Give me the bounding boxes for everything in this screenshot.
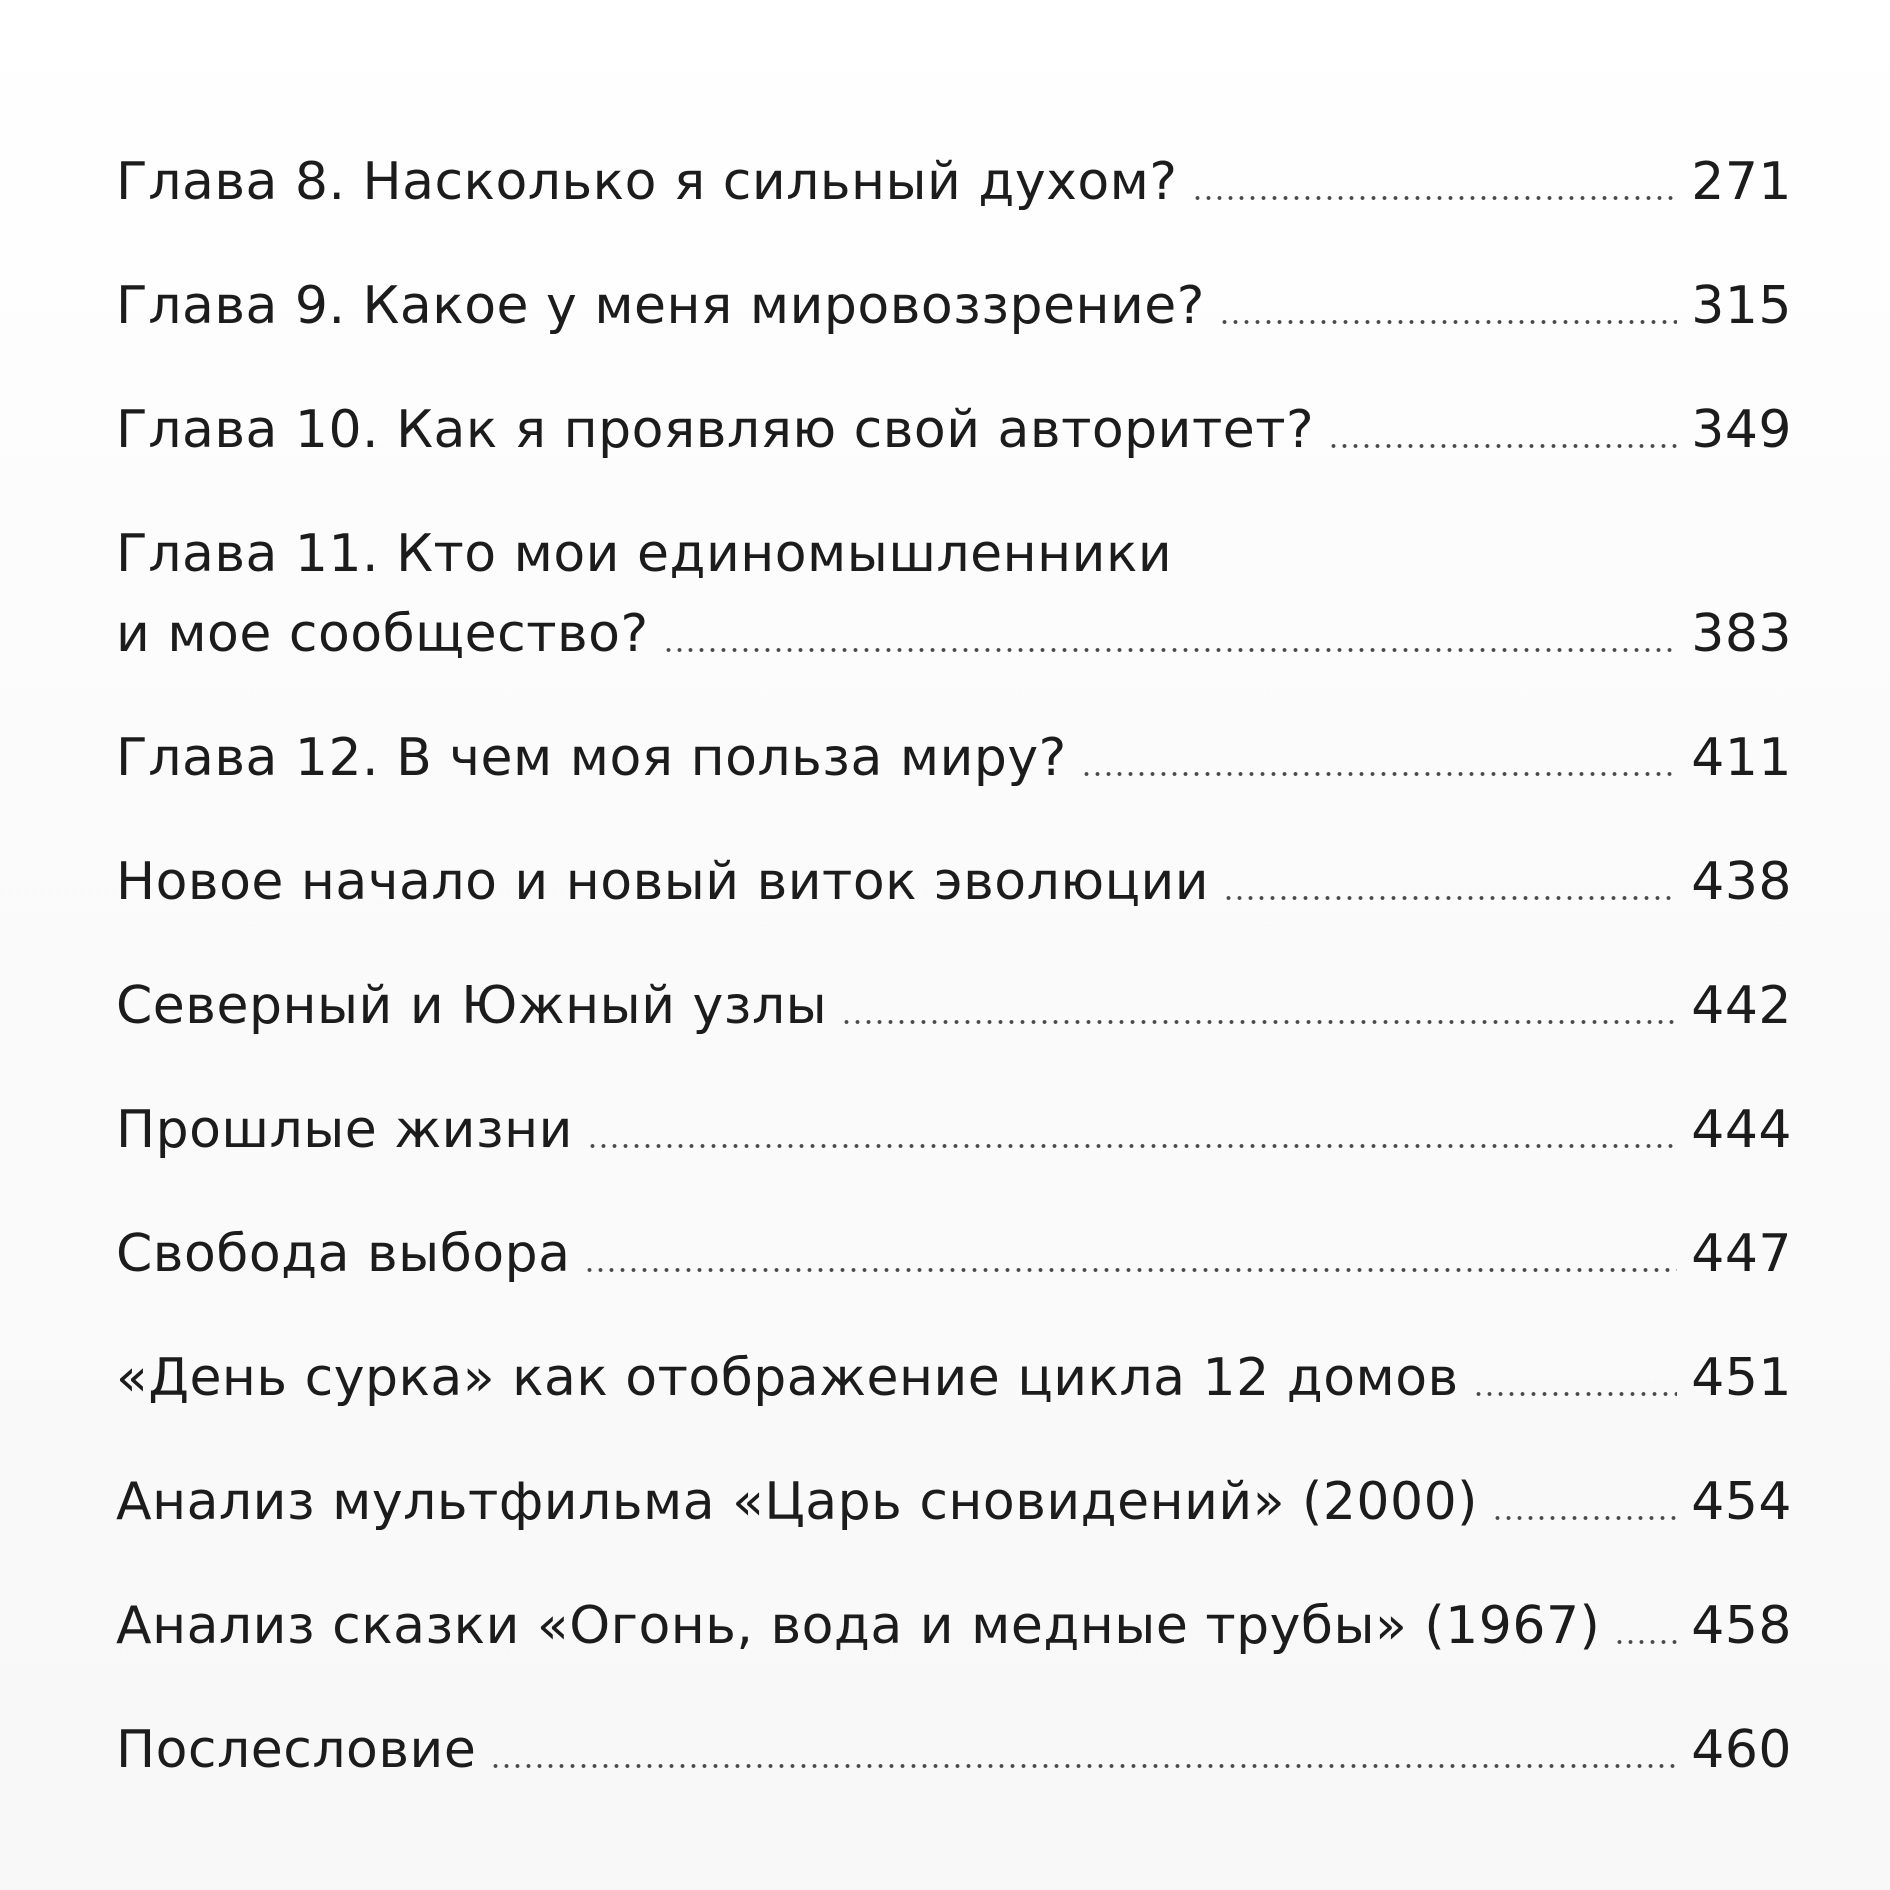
toc-entry-new-beginning bbox=[116, 850, 1792, 974]
toc-page-number: 444 bbox=[1691, 1100, 1792, 1160]
toc-entry-title: Новое начало и новый виток эволюции bbox=[116, 852, 1210, 912]
toc-page-number: 383 bbox=[1691, 604, 1792, 664]
dot-leader bbox=[1492, 1516, 1677, 1520]
toc-page-number: 454 bbox=[1691, 1472, 1792, 1532]
toc-entry-free-will bbox=[116, 1222, 1792, 1346]
toc-entry-cartoon-analysis bbox=[116, 1470, 1792, 1594]
dot-leader bbox=[1473, 1392, 1678, 1396]
toc-entry-nodes bbox=[116, 974, 1792, 1098]
toc-entry-title: Анализ мультфильма «Царь сновидений» (2000) bbox=[116, 1472, 1478, 1532]
dot-leader bbox=[1219, 320, 1677, 324]
toc-entry-title: Свобода выбора bbox=[116, 1224, 571, 1284]
toc-page-number: 271 bbox=[1691, 152, 1792, 212]
toc-page-number: 447 bbox=[1691, 1224, 1792, 1284]
toc-page-number: 438 bbox=[1691, 852, 1792, 912]
toc-page-number: 411 bbox=[1691, 728, 1792, 788]
toc-entry-chapter-8 bbox=[116, 150, 1792, 274]
toc-entry-title: Глава 12. В чем моя польза миру? bbox=[116, 728, 1067, 788]
toc-entry-title: Анализ сказки «Огонь, вода и медные трубы» (1967) bbox=[116, 1596, 1601, 1656]
toc-entry-title-line2: и мое сообщество? bbox=[116, 604, 649, 664]
toc-entry-chapter-12 bbox=[116, 726, 1792, 850]
toc-entry-afterword bbox=[116, 1718, 1792, 1842]
toc-entry-title: Послесловие bbox=[116, 1720, 477, 1780]
dot-leader bbox=[584, 1268, 1677, 1272]
toc-page-number: 315 bbox=[1691, 276, 1792, 336]
dot-leader bbox=[1081, 772, 1677, 776]
toc-page-number: 349 bbox=[1691, 400, 1792, 460]
toc-entry-title-line1: Глава 11. Кто мои единомышленники bbox=[116, 524, 1173, 584]
dot-leader bbox=[663, 648, 1678, 652]
dot-leader bbox=[841, 1020, 1677, 1024]
toc-entry-title: Северный и Южный узлы bbox=[116, 976, 828, 1036]
toc-entry-chapter-11 bbox=[116, 522, 1792, 726]
dot-leader bbox=[490, 1764, 1677, 1768]
dot-leader bbox=[1223, 896, 1677, 900]
toc-entry-chapter-10 bbox=[116, 398, 1792, 522]
toc-entry-title: Прошлые жизни bbox=[116, 1100, 573, 1160]
toc-entry-title: Глава 8. Насколько я сильный духом? bbox=[116, 152, 1178, 212]
toc-entry-title: Глава 10. Как я проявляю свой авторитет? bbox=[116, 400, 1315, 460]
toc-page-number: 460 bbox=[1691, 1720, 1792, 1780]
toc-entry-title: Глава 9. Какое у меня мировоззрение? bbox=[116, 276, 1205, 336]
toc-entry-past-lives bbox=[116, 1098, 1792, 1222]
toc-entry-chapter-9 bbox=[116, 274, 1792, 398]
dot-leader bbox=[1192, 196, 1678, 200]
toc-entry-fairytale-analysis bbox=[116, 1594, 1792, 1718]
table-of-contents bbox=[116, 150, 1792, 1842]
dot-leader bbox=[1614, 1640, 1677, 1644]
toc-page-number: 442 bbox=[1691, 976, 1792, 1036]
dot-leader bbox=[587, 1144, 1677, 1148]
toc-page-number: 458 bbox=[1691, 1596, 1792, 1656]
toc-page-number: 451 bbox=[1691, 1348, 1792, 1408]
dot-leader bbox=[1328, 444, 1677, 448]
toc-entry-title: «День сурка» как отображение цикла 12 домов bbox=[116, 1348, 1459, 1408]
toc-entry-groundhog-day bbox=[116, 1346, 1792, 1470]
